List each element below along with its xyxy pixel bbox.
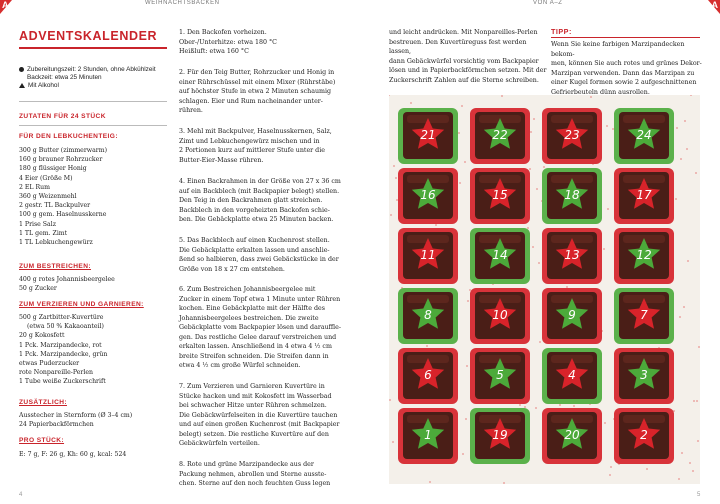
- step-line: kochen. Eine Gebäckplatte mit der Hälfte des: [179, 305, 325, 312]
- corner-letter-right: A: [711, 0, 718, 10]
- day-number: 7: [640, 308, 648, 322]
- nutrition: [19, 450, 126, 459]
- step-5: [179, 236, 375, 274]
- section-heading: PRO STÜCK:: [19, 437, 65, 444]
- ingredient: 100 g gem. Haselnusskerne: [19, 211, 107, 219]
- step-line: 2. Für den Teig Butter, Rohrzucker und Honig in: [179, 69, 335, 76]
- step-line: bei schwacher Hitze unter Rühren schmelzen.: [179, 402, 327, 409]
- ingredient: (etwa 50 % Kakaoanteil): [27, 323, 104, 331]
- day-number: 1: [424, 428, 432, 442]
- yield-heading: ZUTATEN FÜR 24 STÜCK: [19, 113, 106, 120]
- step-3: [179, 127, 375, 165]
- sprinkle: [426, 345, 428, 347]
- step-line: und leicht andrücken. Mit Nonpareilles-Perlen: [389, 29, 538, 36]
- step-line: lösen und in Papierbackförmchen setzen. Mit der: [389, 67, 547, 74]
- sprinkle: [590, 96, 592, 98]
- day-number: 9: [568, 308, 576, 322]
- step-7: [179, 382, 375, 449]
- sprinkle: [687, 260, 689, 262]
- tip-body: [551, 40, 703, 97]
- sprinkle: [683, 306, 685, 308]
- step-line: Den Teig in den Backrahmen glatt streichen.: [179, 197, 323, 204]
- nutrition-values: E: 7 g, F: 26 g, Kh: 60 g, kcal: 524: [19, 451, 127, 458]
- ingredient: 24 Papierbackförmchen: [19, 421, 94, 429]
- sprinkle: [435, 224, 437, 226]
- step-line: ßend so halbieren, dass zwei Gebäckstücke in der: [179, 256, 339, 263]
- day-number: 23: [564, 128, 580, 142]
- day-number: 15: [492, 188, 508, 202]
- step-line: Butter-Eier-Masse rühren.: [179, 156, 264, 164]
- recipe-meta: [19, 66, 156, 91]
- step-line: 5. Das Backblech auf einen Kuchenrost stellen.: [179, 237, 330, 244]
- day-number: 5: [496, 368, 504, 382]
- sprinkle: [675, 198, 677, 200]
- day-number: 3: [640, 368, 648, 382]
- triangle-icon: [19, 83, 25, 88]
- step-line: einer Rührschüssel mit einem Mixer (Rührstäbe): [179, 78, 336, 86]
- day-number: 2: [640, 428, 648, 442]
- ingredient: 180 g flüssiger Honig: [19, 165, 87, 173]
- sprinkle: [698, 346, 700, 348]
- sprinkle: [610, 466, 612, 468]
- section-heading: FÜR DEN LEBKUCHENTEIG:: [19, 133, 118, 140]
- title-rule: [19, 47, 167, 49]
- section-heading: ZUM VERZIEREN UND GARNIEREN:: [19, 301, 144, 308]
- day-number: 17: [636, 188, 652, 202]
- ingredient: 1 Tube weiße Zuckerschrift: [19, 378, 106, 386]
- step-line: 2 Portionen kurz auf mittlerer Stufe unter die: [179, 147, 325, 154]
- sprinkle: [607, 208, 609, 210]
- sprinkle: [676, 127, 678, 129]
- sprinkle: [684, 120, 686, 122]
- day-number: 16: [420, 188, 436, 202]
- ingredient: 2 EL Rum: [19, 183, 51, 191]
- sprinkle: [459, 182, 461, 184]
- sprinkle: [686, 148, 688, 150]
- sprinkle: [389, 399, 391, 401]
- day-number: 6: [424, 368, 432, 382]
- step-line: Gebäckplatte vom Backpapier lösen und darauffle-: [179, 324, 341, 331]
- day-number: 24: [636, 128, 652, 142]
- sprinkle: [392, 441, 394, 443]
- sprinkle: [524, 406, 526, 408]
- sprinkle: [678, 478, 680, 480]
- alcohol-row: [19, 82, 156, 90]
- sprinkle: [606, 125, 608, 127]
- step-line: Heißluft: etwa 160 °C: [179, 48, 249, 55]
- sprinkle: [410, 102, 412, 104]
- day-number: 20: [564, 428, 580, 442]
- page-number-right: 5: [697, 492, 701, 498]
- tip-rule: [551, 37, 700, 38]
- corner-letter-left: A: [2, 0, 9, 10]
- day-number: 12: [636, 248, 652, 262]
- ingredient: 4 Eier (Größe M): [19, 174, 73, 182]
- sprinkle: [543, 166, 545, 168]
- tip-line: Marzipan verwenden. Dann das Marzipan zu: [551, 69, 695, 77]
- sprinkle: [532, 246, 534, 248]
- ingredient-list: [19, 313, 107, 387]
- step-line: schlagen. Eier und Rum nacheinander unter-: [179, 97, 323, 105]
- step-line: Die Gebäckwürfelseiten in die Kuvertüre tauchen: [179, 411, 338, 419]
- ingredient: 300 g Butter (zimmerwarm): [19, 147, 108, 154]
- clock-icon: [19, 67, 24, 72]
- sprinkle: [536, 188, 538, 190]
- step-line: Packung nehmen, abrollen und Sterne ausste-: [179, 470, 327, 478]
- day-number: 13: [564, 248, 580, 262]
- day-number: 14: [492, 248, 508, 262]
- day-number: 18: [564, 188, 580, 202]
- sprinkle: [503, 482, 505, 484]
- step-line: etwa 4 ½ cm große Würfel schneiden.: [179, 362, 301, 369]
- sprinkle: [535, 407, 537, 409]
- sprinkle: [519, 404, 521, 406]
- step-line: Gebäckwürfeln verteilen.: [179, 440, 260, 447]
- step-line: rühren.: [179, 107, 203, 114]
- ingredient-list: [19, 275, 115, 293]
- sprinkle: [458, 132, 460, 134]
- sprinkle: [696, 400, 698, 402]
- tip-line: men, können Sie auch rotes und grünes Dekor-: [551, 60, 702, 67]
- sprinkle: [533, 118, 535, 120]
- sprinkle: [566, 286, 568, 288]
- bake-time: Backzeit: etwa 25 Minuten: [27, 74, 102, 82]
- sprinkle: [538, 262, 540, 264]
- step-line: 1. Den Backofen vorheizen.: [179, 29, 267, 36]
- ingredient: 50 g Zucker: [19, 285, 57, 293]
- ingredient: 1 Pck. Marzipandecke, grün: [19, 350, 108, 358]
- step-line: Die Gebäckplatte erkalten lassen und anschlie-: [179, 246, 330, 254]
- step-8-continued: [389, 28, 549, 85]
- ingredient: 1 TL Lebkuchengewürz: [19, 239, 93, 247]
- ingredient: Ausstecher in Sternform (Ø 3–4 cm): [19, 412, 133, 419]
- step-line: dann Gebäckwürfel vorsichtig vom Backpapier: [389, 57, 539, 65]
- sprinkle: [693, 400, 695, 402]
- sprinkle: [573, 405, 575, 407]
- sprinkle: [389, 95, 390, 96]
- section-heading: ZUM BESTREICHEN:: [19, 263, 91, 270]
- step-line: erkalten lassen. Anschließend in 4 etwa 4 ½ cm: [179, 343, 332, 350]
- step-line: Zimt und Lebkuchengewürz mischen und in: [179, 137, 320, 145]
- sprinkle: [692, 470, 694, 472]
- step-line: 3. Mehl mit Backpulver, Haselnusskernen, Salz,: [179, 128, 332, 135]
- ingredient: etwas Puderzucker: [19, 360, 80, 368]
- step-line: Backblech in den vorgeheizten Backofen schie-: [179, 206, 330, 214]
- day-number: 21: [420, 128, 436, 142]
- sprinkle: [695, 172, 697, 174]
- ingredient: 2 gestr. TL Backpulver: [19, 202, 91, 210]
- sprinkle: [697, 440, 699, 442]
- sprinkle: [609, 474, 611, 476]
- step-2: [179, 68, 375, 116]
- recipe-title: ADVENTSKALENDER: [19, 29, 158, 43]
- step-8: [179, 460, 375, 489]
- ingredient: 500 g Zartbitter-Kuvertüre: [19, 314, 104, 321]
- sprinkle: [469, 289, 471, 291]
- alcohol-note: Mit Alkohol: [28, 82, 59, 90]
- ingredient: 360 g Weizenmehl: [19, 193, 77, 201]
- day-number: 19: [492, 428, 508, 442]
- step-line: auf höchster Stufe in etwa 2 Minuten schaumig: [179, 88, 332, 95]
- meta-rule: [19, 101, 167, 102]
- running-head-right: VON A–Z: [533, 0, 563, 6]
- sprinkle: [529, 168, 531, 170]
- ingredient: 160 g brauner Rohrzucker: [19, 156, 103, 164]
- prep-time: Zubereitungszeit: 2 Stunden, ohne Abkühlzeit: [27, 66, 156, 73]
- step-1: [179, 28, 375, 57]
- day-number: 10: [492, 308, 508, 322]
- ingredient: 1 Prise Salz: [19, 220, 56, 228]
- sprinkle: [465, 418, 467, 420]
- tip-line: einer Kugel formen sowie 2 aufgeschnittenen: [551, 79, 697, 86]
- sprinkle: [501, 95, 503, 97]
- running-head-left: WEIHNACHTSBACKEN: [145, 0, 220, 6]
- sprinkle: [559, 404, 561, 406]
- sprinkle: [530, 131, 532, 133]
- step-line: Zucker in einem Topf etwa 1 Minute unter Rühren: [179, 295, 341, 303]
- ingredient: 20 g Kokosfett: [19, 332, 65, 340]
- sprinkle: [604, 422, 606, 424]
- sprinkle: [603, 248, 605, 250]
- sprinkle: [396, 199, 398, 201]
- sprinkle: [390, 214, 392, 216]
- ingredient: rote Nonpareille-Perlen: [19, 369, 94, 377]
- step-line: Johannisbeergelees bestreichen. Die zweite: [179, 314, 319, 322]
- step-6: [179, 285, 375, 371]
- day-number: 8: [424, 308, 432, 322]
- step-line: Größe von 18 x 27 cm entstehen.: [179, 265, 285, 273]
- step-line: Stücke hacken und mit Kokosfett im Wasserbad: [179, 392, 332, 400]
- sprinkle: [539, 341, 541, 343]
- tip-line: Gefrierbeuteln dünn ausrollen.: [551, 88, 650, 96]
- advent-calendar-photo: [389, 95, 700, 484]
- sprinkle: [466, 365, 468, 367]
- step-line: breite Streifen schneiden. Die Streifen dann in: [179, 352, 329, 360]
- step-line: Zuckerschrift Zahlen auf die Sterne schreiben.: [389, 76, 539, 84]
- step-line: 7. Zum Verzieren und Garnieren Kuvertüre in: [179, 383, 325, 390]
- ingredient: 1 TL gem. Zimt: [19, 229, 68, 237]
- sprinkle: [395, 177, 397, 179]
- step-4: [179, 177, 375, 225]
- sprinkle: [393, 165, 395, 167]
- step-line: 4. Einen Backrahmen in der Größe von 27 x 36 cm: [179, 178, 341, 185]
- page-number-left: 4: [19, 492, 23, 498]
- step-line: belegt) setzen. Die restliche Kuvertüre auf den: [179, 430, 329, 438]
- step-line: bestreuen. Den Kuvertüreguss fest werden lassen,: [389, 38, 527, 55]
- tip-heading: TIPP:: [551, 27, 572, 36]
- ingredient: 1 Pck. Marzipandecke, rot: [19, 341, 102, 349]
- step-line: auf ein Backblech (mit Backpapier belegt) stellen.: [179, 187, 340, 195]
- step-line: 6. Zum Bestreichen Johannisbeergelee mit: [179, 286, 316, 293]
- sprinkle: [690, 95, 692, 96]
- prep-time-row: [19, 66, 156, 74]
- sprinkle: [464, 161, 466, 163]
- sprinkle: [681, 452, 683, 454]
- ingredient-list: [19, 146, 107, 247]
- step-line: ben. Die Gebäckplatte etwa 25 Minuten backen.: [179, 216, 334, 223]
- sprinkle: [689, 462, 691, 464]
- sprinkle: [467, 300, 469, 302]
- sprinkle: [679, 316, 681, 318]
- yield-rule: [19, 125, 167, 126]
- sprinkle: [646, 468, 648, 470]
- sprinkle: [527, 227, 529, 229]
- step-line: gen. Das restliche Gelee darauf verstreichen und: [179, 333, 337, 341]
- step-line: Ober-/Unterhitze: etwa 180 °C: [179, 38, 277, 46]
- tip-line: Wenn Sie keine farbigen Marzipandecken bekom-: [551, 41, 685, 58]
- sprinkle: [462, 453, 464, 455]
- day-number: 22: [492, 128, 508, 142]
- sprinkle: [680, 158, 682, 160]
- step-line: chen. Sterne auf den noch feuchten Guss legen: [179, 480, 331, 487]
- sprinkle: [429, 481, 431, 483]
- step-line: und auf einen großen Kuchenrost (mit Backpapier: [179, 421, 340, 428]
- ingredient-list: [19, 411, 132, 429]
- sprinkle: [461, 105, 463, 107]
- ingredient: 400 g rotes Johannisbeergelee: [19, 276, 115, 283]
- photo-illustration: [389, 95, 700, 484]
- sprinkle: [612, 128, 614, 130]
- day-number: 11: [420, 248, 436, 262]
- step-line: 8. Rote und grüne Marzipandecke aus der: [179, 461, 314, 468]
- section-heading: ZUSÄTZLICH:: [19, 399, 67, 406]
- day-number: 4: [568, 368, 576, 382]
